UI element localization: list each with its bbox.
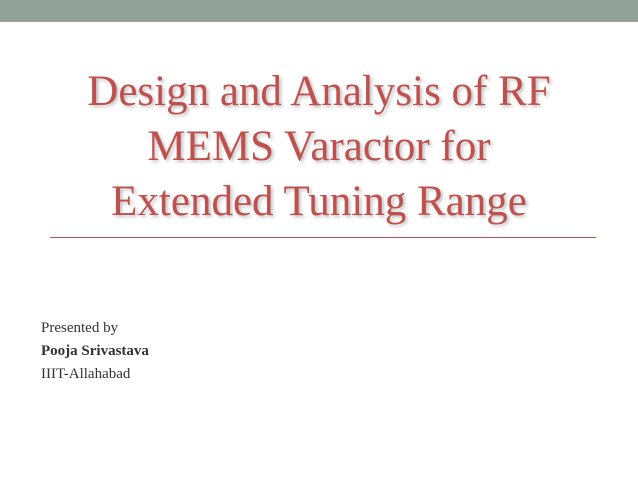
title-divider bbox=[50, 237, 596, 238]
author-name: Pooja Srivastava bbox=[41, 343, 149, 359]
institute-name: IIIT-Allahabad bbox=[41, 366, 131, 382]
title-line-2: MEMS Varactor for bbox=[147, 123, 491, 170]
title-line-1: Design and Analysis of RF bbox=[87, 68, 551, 115]
top-accent-bar bbox=[0, 0, 638, 22]
subtitle-block bbox=[41, 317, 149, 386]
presented-by-label: Presented by bbox=[41, 320, 119, 336]
slide-title bbox=[40, 64, 598, 229]
title-line-3: Extended Tuning Range bbox=[111, 178, 527, 225]
